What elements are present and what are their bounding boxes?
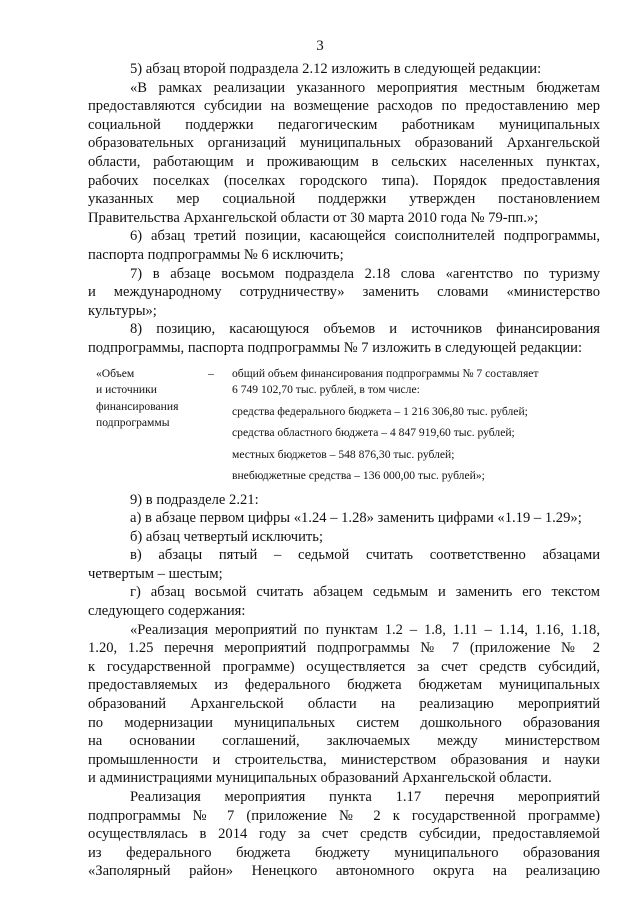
page-number: 3 — [316, 38, 324, 54]
table-dash: – — [208, 366, 214, 380]
text-line: социальной поддержки педагогическим работникам муниципальных — [88, 116, 600, 133]
text-block-top — [88, 60, 600, 358]
text-line: 8) позицию, касающуюся объемов и источников финансирования — [130, 321, 600, 338]
text-line: Реализация мероприятия пункта 1.17 перечня мероприятий — [130, 789, 600, 805]
text-block-bottom — [88, 491, 600, 881]
text-line: указанных мер социальной поддержки утвержден постановлением — [88, 191, 600, 208]
text-line: 5) абзац второй подраздела 2.12 изложить в следующей редакции: — [130, 61, 542, 77]
text-line: по модернизации муниципальных систем дошкольного образования — [88, 714, 600, 731]
text-line: образований Архангельской области на реализацию мероприятий — [88, 696, 600, 713]
table-value-line: средства федерального бюджета – 1 216 306,80 тыс. рублей; — [232, 404, 528, 418]
table-label-line: финансирования — [96, 399, 179, 413]
financing-table — [88, 366, 600, 491]
text-line: осуществлялась в 2014 году за счет средств субсидии, предоставляемой — [88, 826, 600, 843]
text-line: «В рамках реализации указанного мероприятия местным бюджетам — [130, 79, 600, 96]
text-line: Правительства Архангельской области от 30 марта 2010 года № 79-пп.»; — [88, 209, 539, 226]
text-line: 7) в абзаце восьмом подраздела 2.18 слова «агентство по туризму — [130, 265, 600, 282]
text-line: промышленности и строительства, министерством образования и науки — [88, 751, 600, 768]
text-line: из федерального бюджета бюджету муниципального образования — [88, 844, 600, 861]
table-value-line: средства областного бюджета – 4 847 919,60 тыс. рублей; — [232, 426, 515, 439]
text-line: г) абзац восьмой считать абзацем седьмым и заменить его текстом — [130, 584, 600, 601]
text-line: и международному сотрудничеству» заменить словами «министерство — [88, 284, 600, 301]
text-line: области, работающим и проживающим в сельских населенных пунктах, — [88, 153, 600, 170]
text-line: на основании соглашений, заключаемых между министерством — [88, 733, 600, 750]
text-line: к государственной программе) осуществляется за счет средств субсидий, — [88, 658, 600, 675]
financing-table-label — [96, 366, 196, 432]
financing-table-values — [232, 366, 602, 485]
table-value-line: внебюджетные средства – 136 000,00 тыс. рублей»; — [232, 469, 485, 482]
text-line: «Заполярный район» Ненецкого автономного округа на реализацию — [88, 863, 600, 880]
text-line: образовательных организаций муниципальных образований Архангельской — [88, 135, 600, 152]
document-body — [88, 60, 600, 881]
table-value-line: общий объем финансирования подпрограммы № 7 составляет — [232, 366, 539, 380]
text-line: и администрациями муниципальных образований Архангельской области. — [88, 770, 552, 787]
table-value-line: местных бюджетов – 548 876,30 тыс. рублей; — [232, 447, 455, 461]
text-line: следующего содержания: — [88, 603, 246, 620]
text-line: подпрограммы № 7 (приложение № 2 к государственной программе) — [88, 807, 600, 824]
text-line: 9) в подразделе 2.21: — [130, 491, 259, 508]
text-line: б) абзац четвертый исключить; — [130, 528, 324, 545]
text-line: рабочих поселках (поселках городского типа). Порядок предоставления — [88, 172, 600, 189]
text-line: паспорта подпрограммы № 6 исключить; — [88, 246, 344, 263]
text-line: культуры»; — [88, 302, 157, 319]
table-value-line: 6 749 102,70 тыс. рублей, в том числе: — [232, 383, 420, 396]
text-line: подпрограммы, паспорта подпрограммы № 7 изложить в следующей редакции: — [88, 339, 583, 356]
text-line: а) в абзаце первом цифры «1.24 – 1.28» заменить цифрами «1.19 – 1.29»; — [130, 510, 582, 527]
table-label-line: подпрограммы — [96, 416, 170, 429]
text-line: предоставляются субсидии на возмещение расходов по предоставлению мер — [88, 98, 600, 115]
text-line: четвертым – шестым; — [88, 565, 223, 582]
text-line: «Реализация мероприятий по пунктам 1.2 – 1.8, 1.11 – 1.14, 1.16, 1.18, — [130, 621, 600, 638]
text-line: предоставляемых из федерального бюджета бюджетам муниципальных — [88, 677, 600, 694]
table-label-line: и источники — [96, 383, 157, 396]
text-line: в) абзацы пятый – седьмой считать соответственно абзацами — [130, 547, 600, 564]
text-line: 1.20, 1.25 перечня мероприятий подпрограммы № 7 (приложение № 2 — [88, 640, 600, 657]
text-line: 6) абзац третий позиции, касающейся соисполнителей подпрограммы, — [130, 228, 600, 245]
table-label-line: «Объем — [96, 366, 135, 380]
